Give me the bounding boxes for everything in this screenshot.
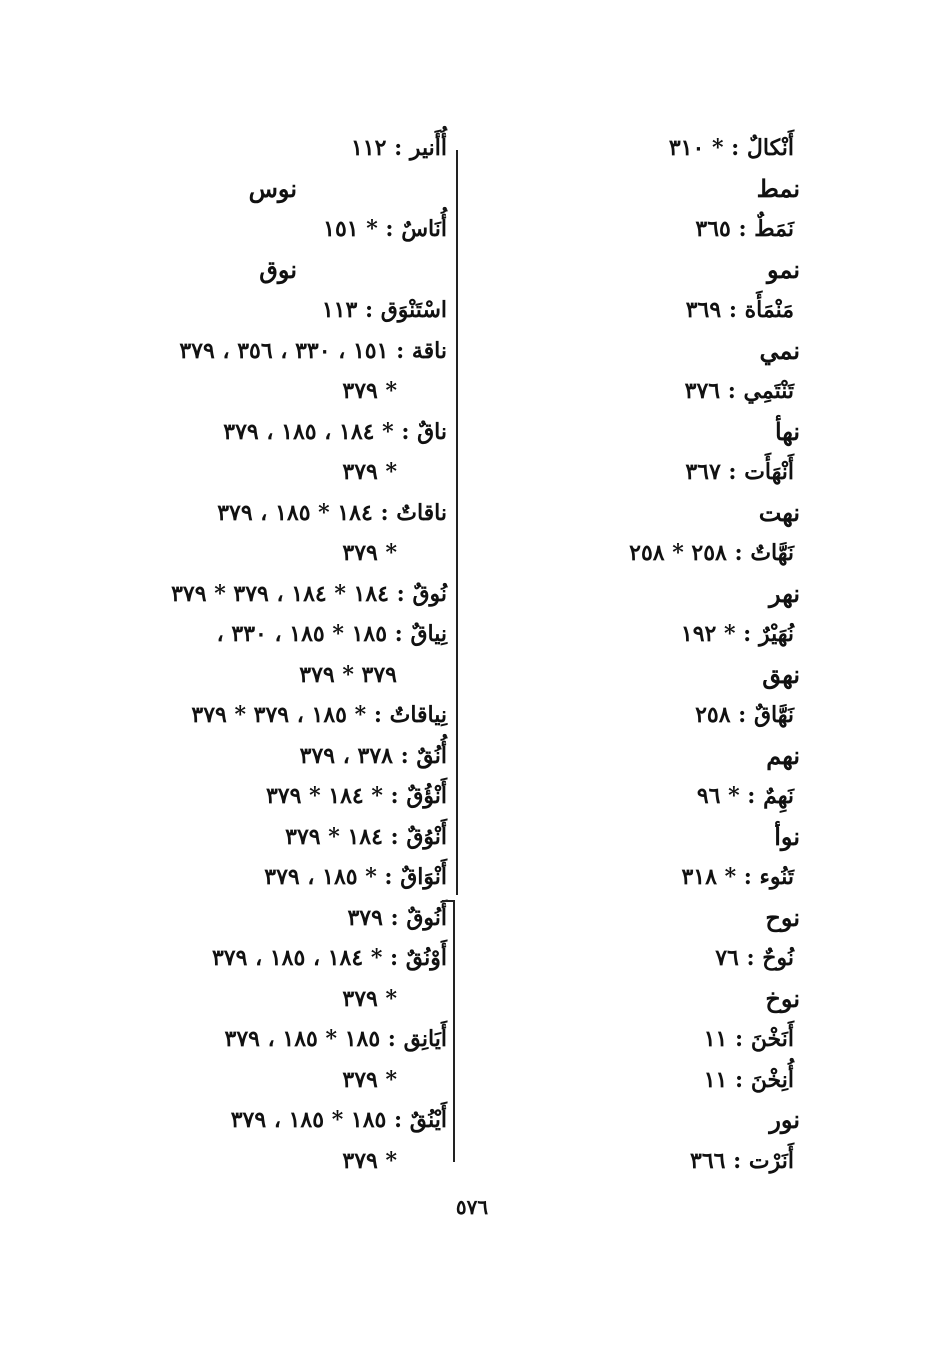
index-entry: أَيَانِق : ١٨٥ * ١٨٥ ، ٣٧٩ — [224, 1026, 447, 1052]
index-entry: اسْتَنْوَق : ١١٣ — [321, 297, 447, 323]
index-entry: أَنْكالٌ : * ٣١٠ — [668, 135, 794, 161]
index-entry: نَهَّاتٌ : ٢٥٨ * ٢٥٨ — [629, 540, 794, 566]
index-entry: نَهَّاقٌ : ٢٥٨ — [695, 702, 794, 728]
index-entry: نُوقٌ : ١٨٤ * ١٨٤ ، ٣٧٩ * ٣٧٩ — [171, 580, 447, 607]
index-entry: أَنْوَاقٌ : * ١٨٥ ، ٣٧٩ — [264, 864, 447, 890]
column-divider-top — [456, 150, 458, 895]
index-entry: أَوْنُقٌ : * ١٨٤ ، ١٨٥ ، ٣٧٩ — [211, 945, 447, 971]
index-entry: مَنْمَأَة : ٣٦٩ — [685, 297, 794, 323]
root-heading: نمط — [756, 173, 800, 203]
entry-continuation: * ٣٧٩ — [342, 459, 397, 485]
entry-continuation: * ٣٧٩ — [342, 378, 397, 404]
index-entry: نُوحٌ : ٧٦ — [715, 945, 794, 971]
root-heading: نهم — [766, 740, 800, 770]
column-divider-bottom — [453, 900, 455, 1162]
root-heading: نهر — [769, 578, 800, 608]
root-heading: نوق — [259, 254, 297, 284]
index-entry: ناقٌ : * ١٨٤ ، ١٨٥ ، ٣٧٩ — [223, 418, 447, 445]
entry-continuation: * ٣٧٩ — [342, 1066, 397, 1093]
entry-continuation: * ٣٧٩ — [342, 540, 397, 566]
index-entry: أَنْوُقٌ : ١٨٤ * ٣٧٩ — [285, 823, 447, 850]
index-entry: أُنَاسٌ : * ١٥١ — [323, 216, 447, 242]
root-heading: نور — [769, 1105, 800, 1134]
root-heading: نوس — [248, 173, 297, 203]
index-entry: أَنَخْنَ : ١١ — [703, 1026, 794, 1052]
page-number: ٥٧٦ — [455, 1195, 489, 1219]
index-entry: أَنَرْت : ٣٦٦ — [690, 1147, 794, 1174]
index-entry: نَمَطٌ : ٣٦٥ — [695, 216, 794, 242]
index-entry: ناقة : ١٥١ ، ٣٣٠ ، ٣٥٦ ، ٣٧٩ — [179, 337, 447, 364]
right-column — [554, 128, 800, 1181]
index-entry: نَهِمٌ : * ٩٦ — [696, 783, 794, 809]
index-entry: ناقاتٌ : ١٨٤ * ١٨٥ ، ٣٧٩ — [217, 499, 447, 526]
index-entry: تَنْتَمِي : ٣٧٦ — [684, 378, 794, 404]
left-column — [107, 128, 447, 1181]
entry-continuation: * ٣٧٩ — [342, 1147, 397, 1174]
root-heading: نمو — [767, 254, 800, 284]
index-entry: أَنُوقٌ : ٣٧٩ — [347, 904, 447, 931]
index-entry: أُأَنير : ١١٢ — [350, 135, 447, 161]
index-entry: نِياقٌ : ١٨٥ * ١٨٥ ، ٣٣٠ ، — [216, 621, 447, 647]
root-heading: نهق — [762, 659, 800, 689]
index-entry: أُنِخْنَ : ١١ — [703, 1066, 794, 1093]
index-entry: أَنْؤُقٌ : * ١٨٤ * ٣٧٩ — [265, 783, 447, 809]
entry-continuation: * ٣٧٩ — [342, 985, 397, 1012]
index-entry: نِياقاتٌ : * ١٨٥ ، ٣٧٩ * ٣٧٩ — [191, 702, 447, 728]
root-heading: نوأ — [774, 821, 800, 851]
root-heading: نمي — [759, 335, 800, 365]
root-heading: نهت — [758, 497, 800, 527]
index-entry: أَيْنُقٌ : ١٨٥ * ١٨٥ ، ٣٧٩ — [230, 1107, 447, 1133]
root-heading: نوح — [765, 902, 800, 932]
root-heading: نهأ — [774, 416, 800, 446]
root-heading: نوخ — [765, 983, 800, 1013]
index-entry: أُنُقٌ : ٣٧٨ ، ٣٧٩ — [299, 742, 447, 769]
index-entry: تَنُوء : * ٣١٨ — [681, 864, 794, 890]
index-entry: أَنْهَأَت : ٣٦٧ — [685, 459, 794, 485]
index-entry: نُهَيْرٌ : * ١٩٢ — [680, 621, 794, 647]
entry-continuation: ٣٧٩ * ٣٧٩ — [299, 661, 397, 688]
